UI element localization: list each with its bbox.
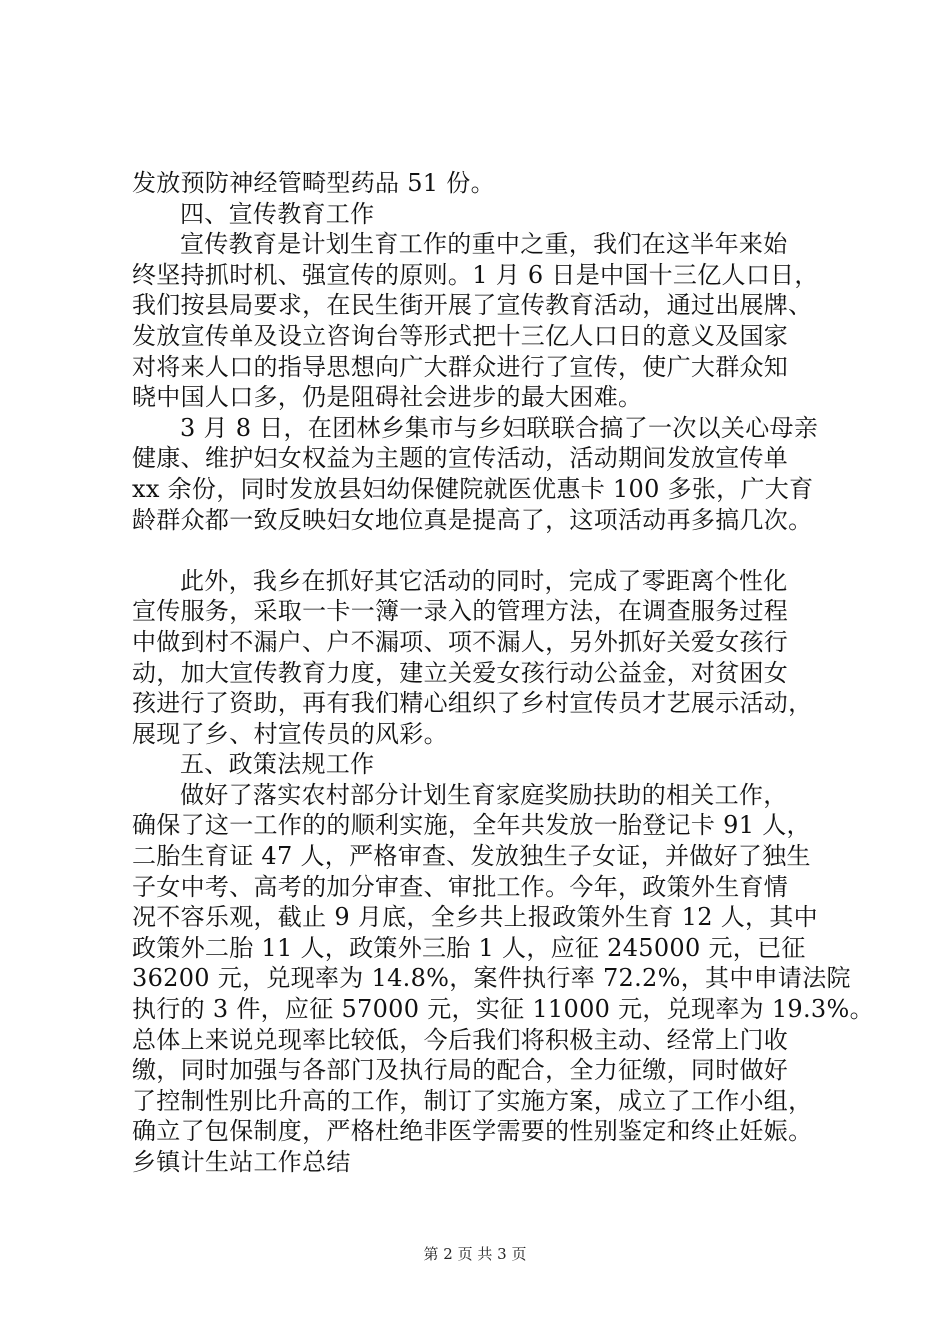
document-body [132,168,874,1178]
page-footer [0,1244,950,1264]
text-line: 宣传服务，采取一卡一簿一录入的管理方法，在调查服务过程 [132,597,789,626]
text-line: 健康、维护妇女权益为主题的宣传活动，活动期间发放宣传单 [132,444,789,473]
text-line: 况不容乐观，截止 9 月底，全乡共上报政策外生育 12 人，其中 [132,903,818,932]
text-line: 晓中国人口多，仍是阻碍社会进步的最大困难。 [132,383,643,412]
text-line: 宣传教育是计划生育工作的重中之重，我们在这半年来始 [180,230,788,259]
text-line: 展现了乡、村宣传员的风彩。 [132,719,448,748]
text-line: 终坚持抓时机、强宣传的原则。1 月 6 日是中国十三亿人口日， [132,260,819,289]
text-line: 确保了这一工作的的顺利实施，全年共发放一胎登记卡 91 人， [132,811,811,840]
text-line: xx 余份，同时发放县妇幼保健院就医优惠卡 100 多张，广大育 [132,474,814,503]
text-line: 动，加大宣传教育力度，建立关爱女孩行动公益金，对贫困女 [132,658,789,687]
section-heading: 四、宣传教育工作 [180,199,375,228]
text-line: 对将来人口的指导思想向广大群众进行了宣传，使广大群众知 [132,352,789,381]
text-line: 36200 元，兑现率为 14.8%，案件执行率 72.2%，其中申请法院 [132,964,851,993]
text-line: 3 月 8 日，在团林乡集市与乡妇联联合搞了一次以关心母亲 [180,413,819,442]
text-line: 乡镇计生站工作总结 [132,1148,351,1176]
text-line: 发放宣传单及设立咨询台等形式把十三亿人口日的意义及国家 [132,321,789,350]
text-line: 中做到村不漏户、户不漏项、项不漏人，另外抓好关爱女孩行 [132,627,789,656]
text-line: 孩进行了资助，再有我们精心组织了乡村宣传员才艺展示活动， [132,689,813,718]
text-line: 此外，我乡在抓好其它活动的同时，完成了零距离个性化 [180,566,788,595]
text-line: 总体上来说兑现率比较低，今后我们将积极主动、经常上门收 [132,1025,789,1054]
text-line: 确立了包保制度，严格杜绝非医学需要的性别鉴定和终止妊娠。 [132,1117,813,1146]
text-line: 缴，同时加强与各部门及执行局的配合，全力征缴，同时做好 [132,1056,789,1085]
text-line: 我们按县局要求，在民生街开展了宣传教育活动，通过出展牌、 [132,291,813,320]
section-heading: 五、政策法规工作 [180,750,375,779]
text-line: 龄群众都一致反映妇女地位真是提高了，这项活动再多搞几次。 [132,505,813,534]
text-line: 子女中考、高考的加分审查、审批工作。今年，政策外生育情 [132,872,789,901]
text-line: 了控制性别比升高的工作，制订了实施方案，成立了工作小组， [132,1086,813,1115]
text-line: 政策外二胎 11 人，政策外三胎 1 人，应征 245000 元，已征 [132,933,806,962]
text-line: 做好了落实农村部分计划生育家庭奖励扶助的相关工作， [180,780,788,809]
text-line: 执行的 3 件，应征 57000 元，实征 11000 元，兑现率为 19.3%。 [132,995,874,1024]
text-line: 发放预防神经管畸型药品 51 份。 [132,169,495,197]
text-line: 二胎生育证 47 人，严格审查、发放独生子女证，并做好了独生 [132,842,811,871]
paragraph-spacer [132,535,852,566]
page-number-label: 第 2 页 共 3 页 [423,1245,527,1263]
